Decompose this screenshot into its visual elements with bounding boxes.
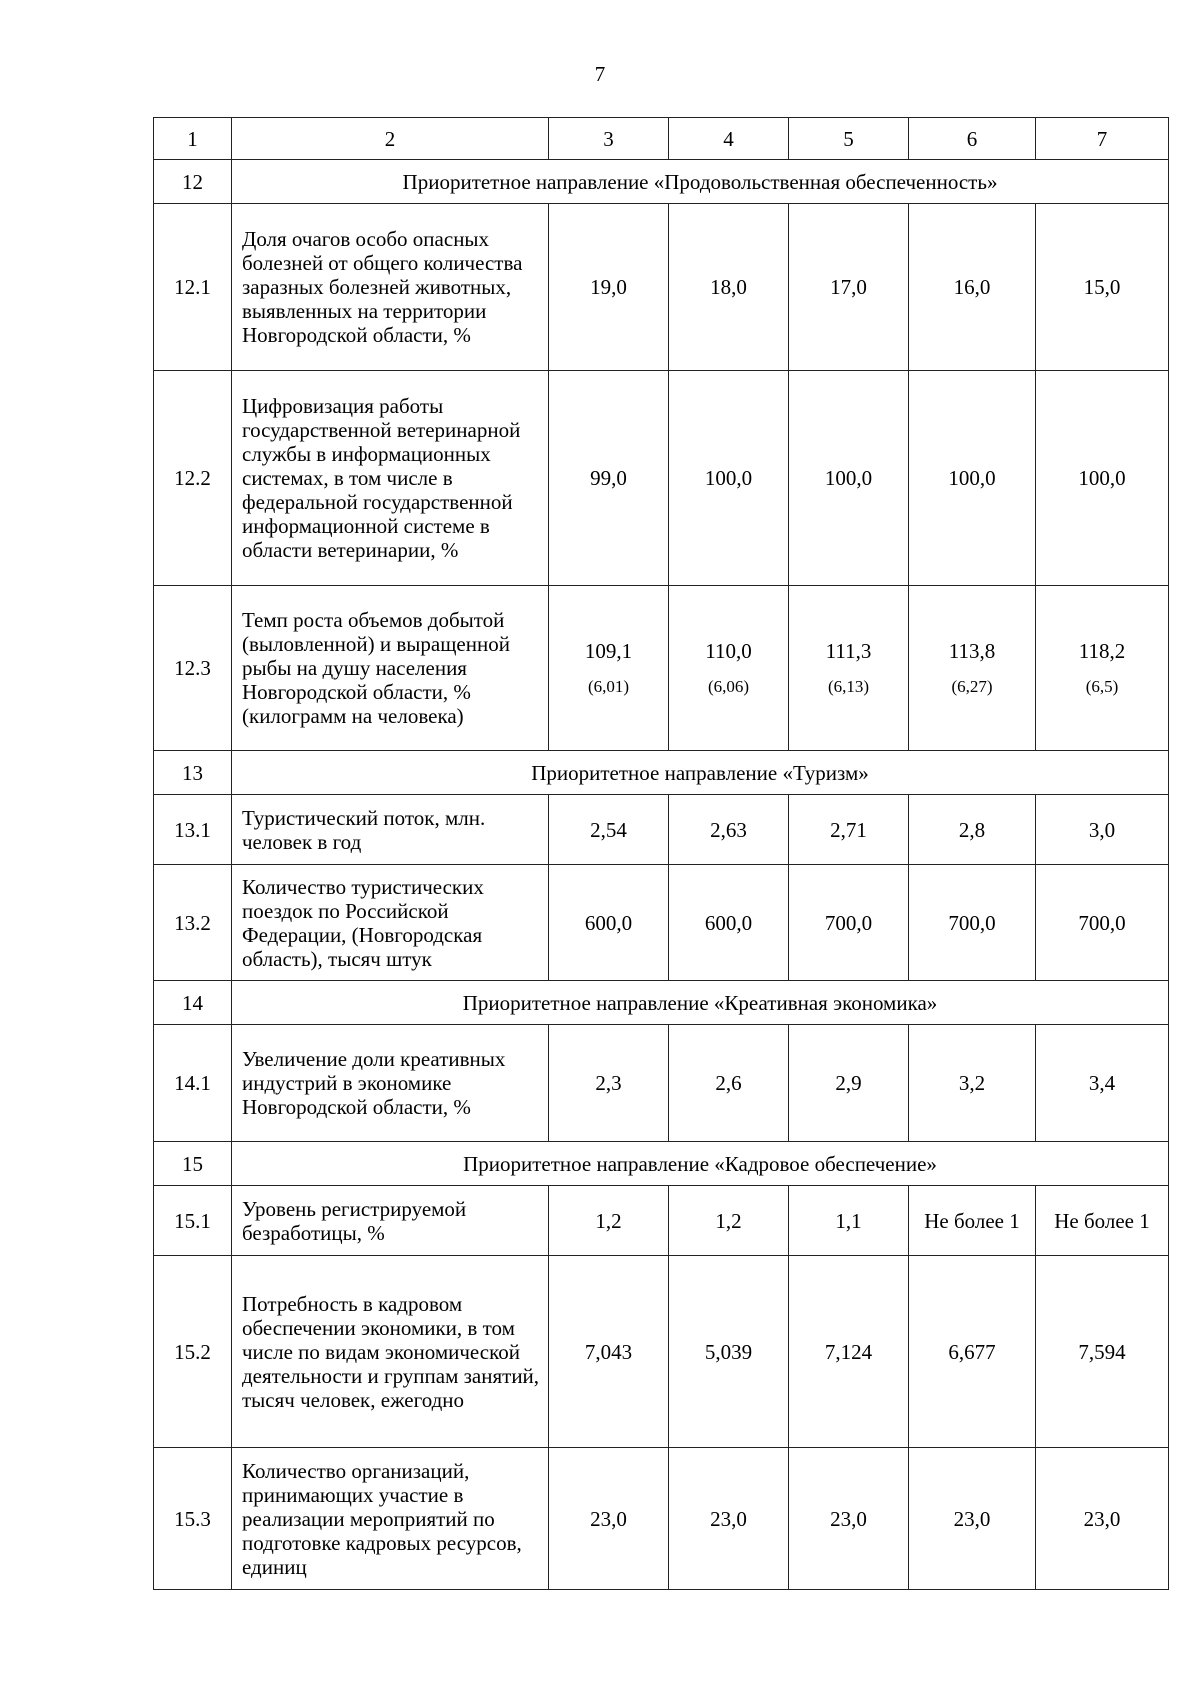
- table-row: [154, 795, 1169, 865]
- value-cell: [789, 1025, 909, 1142]
- section-title: Приоритетное направление «Кадровое обеспечение»: [232, 1142, 1169, 1186]
- value-cell: [909, 1025, 1036, 1142]
- value-cell: [789, 1186, 909, 1256]
- section-title: Приоритетное направление «Продовольственная обеспеченность»: [232, 160, 1169, 204]
- value-cell: [909, 586, 1036, 751]
- section-number: 12: [154, 160, 232, 204]
- indicator-name: Доля очагов особо опасных болезней от общего количества заразных болезней животных, выявленных на территории Новгородской области, %: [232, 204, 549, 371]
- value-main: 7,043: [584, 1339, 633, 1364]
- value-main: 7,594: [1078, 1339, 1126, 1364]
- value-main: 2,63: [710, 817, 747, 842]
- value-main: 6,677: [948, 1339, 996, 1364]
- value-cell: [669, 865, 789, 981]
- value-main: 2,9: [835, 1071, 862, 1095]
- value-main: 99,0: [590, 466, 627, 490]
- value-sub: (6,5): [1085, 677, 1119, 696]
- value-main: 15,0: [1083, 275, 1121, 299]
- row-number: 13.2: [154, 865, 232, 981]
- indicator-name: Увеличение доли креативных индустрий в экономике Новгородской области, %: [232, 1025, 549, 1142]
- section-row: [154, 751, 1169, 795]
- section-row: [154, 1142, 1169, 1186]
- value-cell: [669, 1256, 789, 1448]
- value-cell: [549, 1186, 669, 1256]
- value-cell: [909, 1186, 1036, 1256]
- value-cell: [669, 1448, 789, 1590]
- value-main: 2,71: [830, 817, 867, 842]
- value-cell: [909, 795, 1036, 865]
- value-cell: [1036, 1186, 1169, 1256]
- row-number: 15.1: [154, 1186, 232, 1256]
- value-main: 2,6: [715, 1071, 742, 1095]
- header-cell: 1: [154, 118, 232, 160]
- value-main: Не более 1: [1054, 1208, 1150, 1233]
- value-cell: [789, 795, 909, 865]
- value-cell: [549, 1448, 669, 1590]
- indicators-table: [153, 117, 1169, 1590]
- value-cell: [909, 865, 1036, 981]
- value-main: 18,0: [710, 275, 747, 299]
- value-main: 100,0: [948, 466, 996, 490]
- value-cell: [789, 586, 909, 751]
- value-cell: [1036, 1256, 1169, 1448]
- value-sub: (6,06): [707, 677, 750, 696]
- value-cell: [549, 1256, 669, 1448]
- value-cell: [1036, 204, 1169, 371]
- value-main: 23,0: [1083, 1506, 1121, 1531]
- value-main: 23,0: [830, 1506, 867, 1531]
- header-cell: 6: [909, 118, 1036, 160]
- value-main: 109,1: [584, 639, 633, 663]
- row-number: 15.2: [154, 1256, 232, 1448]
- value-cell: [789, 204, 909, 371]
- value-main: 2,3: [595, 1071, 622, 1095]
- value-main: 2,8: [958, 817, 986, 842]
- indicator-name: Туристический поток, млн. человек в год: [232, 795, 549, 865]
- table-row: [154, 865, 1169, 981]
- value-main: 1,2: [595, 1208, 622, 1233]
- value-main: 113,8: [948, 639, 996, 663]
- row-number: 12.3: [154, 586, 232, 751]
- value-main: 16,0: [953, 275, 991, 299]
- header-cell: 7: [1036, 118, 1169, 160]
- value-cell: [1036, 1025, 1169, 1142]
- value-main: 118,2: [1078, 639, 1126, 663]
- header-row: [154, 118, 1169, 160]
- indicator-name: Количество организаций, принимающих участие в реализации мероприятий по подготовке кадровых ресурсов, единиц: [232, 1448, 549, 1590]
- value-cell: [1036, 865, 1169, 981]
- value-cell: [789, 371, 909, 586]
- value-cell: [669, 1186, 789, 1256]
- row-number: 13.1: [154, 795, 232, 865]
- table-row: [154, 371, 1169, 586]
- section-title: Приоритетное направление «Креативная экономика»: [232, 981, 1169, 1025]
- table-row: [154, 1186, 1169, 1256]
- value-cell: [1036, 586, 1169, 751]
- table-row: [154, 1448, 1169, 1590]
- value-cell: [1036, 795, 1169, 865]
- table-row: [154, 204, 1169, 371]
- indicator-name: Темп роста объемов добытой (выловленной) и выращенной рыбы на душу населения Новгородской области, % (килограмм на человека): [232, 586, 549, 751]
- header-cell: 4: [669, 118, 789, 160]
- value-main: 2,54: [590, 817, 627, 842]
- value-sub: (6,13): [827, 677, 870, 696]
- row-number: 15.3: [154, 1448, 232, 1590]
- value-cell: [669, 586, 789, 751]
- value-sub: (6,27): [951, 677, 993, 696]
- value-cell: [549, 371, 669, 586]
- section-number: 15: [154, 1142, 232, 1186]
- row-number: 12.2: [154, 371, 232, 586]
- value-sub: (6,01): [587, 677, 630, 696]
- row-number: 12.1: [154, 204, 232, 371]
- row-number: 14.1: [154, 1025, 232, 1142]
- header-cell: 5: [789, 118, 909, 160]
- value-cell: [549, 204, 669, 371]
- section-title: Приоритетное направление «Туризм»: [232, 751, 1169, 795]
- indicator-name: Цифровизация работы государственной ветеринарной службы в информационных системах, в том числе в федеральной государственной информационной системе в области ветеринарии, %: [232, 371, 549, 586]
- value-main: 100,0: [1078, 466, 1126, 490]
- value-main: 7,124: [824, 1339, 873, 1364]
- value-main: 100,0: [824, 466, 873, 490]
- table-row: [154, 1025, 1169, 1142]
- value-cell: [549, 865, 669, 981]
- section-number: 14: [154, 981, 232, 1025]
- value-cell: [669, 1025, 789, 1142]
- value-main: 23,0: [590, 1506, 627, 1531]
- value-main: 700,0: [1078, 910, 1126, 935]
- header-cell: 3: [549, 118, 669, 160]
- table-body: [154, 118, 1169, 1590]
- header-cell: 2: [232, 118, 549, 160]
- value-cell: [909, 1256, 1036, 1448]
- value-main: 23,0: [953, 1506, 991, 1531]
- section-row: [154, 160, 1169, 204]
- value-cell: [669, 795, 789, 865]
- value-cell: [1036, 371, 1169, 586]
- value-main: 1,2: [715, 1208, 742, 1233]
- value-main: 17,0: [830, 275, 867, 299]
- value-cell: [549, 795, 669, 865]
- value-main: 600,0: [704, 910, 753, 935]
- indicator-name: Потребность в кадровом обеспечении экономики, в том числе по видам экономической деятельности и группам занятий, тысяч человек, ежегодно: [232, 1256, 549, 1448]
- value-cell: [789, 865, 909, 981]
- page-number: 7: [594, 62, 606, 86]
- value-cell: [909, 371, 1036, 586]
- value-cell: [549, 1025, 669, 1142]
- value-cell: [549, 586, 669, 751]
- table-row: [154, 1256, 1169, 1448]
- value-cell: [909, 204, 1036, 371]
- value-main: 3,4: [1088, 1071, 1116, 1095]
- indicator-name: Уровень регистрируемой безработицы, %: [232, 1186, 549, 1256]
- value-main: 700,0: [948, 910, 996, 935]
- value-cell: [909, 1448, 1036, 1590]
- value-main: 3,2: [958, 1071, 986, 1095]
- indicator-name: Количество туристических поездок по Российской Федерации, (Новгородская область), тысяч штук: [232, 865, 549, 981]
- value-main: 110,0: [705, 639, 752, 663]
- value-main: 111,3: [825, 639, 872, 663]
- table-row: [154, 586, 1169, 751]
- value-main: 1,1: [835, 1208, 862, 1233]
- section-row: [154, 981, 1169, 1025]
- value-main: 600,0: [584, 910, 633, 935]
- value-cell: [789, 1256, 909, 1448]
- value-main: 5,039: [704, 1339, 753, 1364]
- value-cell: [669, 204, 789, 371]
- value-main: 23,0: [710, 1506, 747, 1531]
- value-main: Не более 1: [924, 1208, 1020, 1233]
- value-cell: [1036, 1448, 1169, 1590]
- value-main: 19,0: [590, 275, 627, 299]
- value-main: 700,0: [824, 910, 873, 935]
- section-number: 13: [154, 751, 232, 795]
- value-cell: [669, 371, 789, 586]
- value-cell: [789, 1448, 909, 1590]
- value-main: 3,0: [1088, 817, 1116, 842]
- value-main: 100,0: [704, 466, 753, 490]
